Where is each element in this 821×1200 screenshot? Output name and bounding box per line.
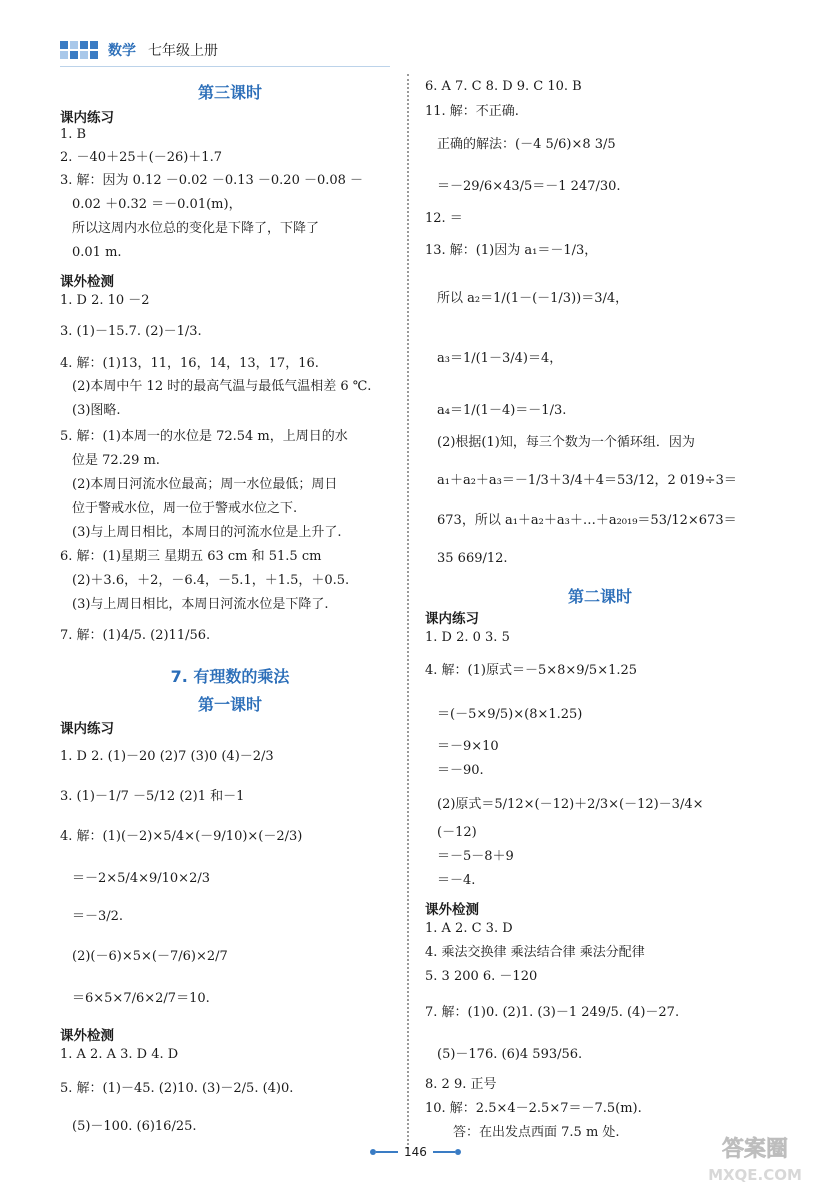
watermark-logo [700,1128,810,1188]
header-logo-icon [60,41,98,59]
answer-line: (5)－176. (6)4 593/56. [437,1047,583,1062]
answer-line: ＝－2×5/4×9/10×2/3 [72,871,210,886]
watermark-line1: 答案圈 [721,1137,789,1162]
answer-line: 8. 2 9. 正号 [425,1077,497,1092]
footer-bar-icon [376,1151,398,1153]
answer-line: (2)本周日河流水位最高；周一水位最低；周日 [72,477,338,492]
answer-line: 5. 解：(1)本周一的水位是 72.54 m，上周日的水 [60,429,348,444]
answer-line: a₃＝1/(1－3/4)＝4， [437,351,563,366]
answer-line: 所以这周内水位总的变化是下降了，下降了 [72,221,320,236]
section-title: 第三课时 [197,83,262,102]
answer-line: (－12) [437,825,477,840]
answer-line: 1. D 2. 0 3. 5 [425,630,510,645]
column-divider [407,74,409,1149]
answer-line: a₄＝1/(1－4)＝－1/3. [437,403,567,418]
answer-line: 0.02 ＋0.32 ＝－0.01(m)， [72,197,242,212]
answer-line: ＝－9×10 [437,739,499,754]
answer-line: a₁＋a₂＋a₃＝－1/3＋3/4＋4＝53/12，2 019÷3＝ [437,473,737,488]
footer-bar-icon [433,1151,455,1153]
section-title: 第一课时 [197,695,262,714]
answer-line: ＝－3/2. [72,909,124,924]
answer-line: 所以 a₂＝1/(1－(－1/3))＝3/4， [437,291,629,306]
header-rule [60,66,390,67]
answer-line: 673，所以 a₁＋a₂＋a₃＋…＋a₂₀₁₉＝53/12×673＝ [437,513,737,528]
answer-line: 1. B [60,127,87,142]
answer-line: 1. A 2. C 3. D [425,921,513,936]
subsection-heading: 课外检测 [60,274,114,290]
answer-line: 3. (1)－15.7. (2)－1/3. [60,324,202,339]
answer-line: ＝－5－8＋9 [437,849,514,864]
answer-line: (3)图略. [72,403,121,418]
subsection-heading: 课外检测 [60,1028,114,1044]
answer-line: 3. 解：因为 0.12 －0.02 －0.13 －0.20 －0.08 － [60,173,364,188]
answer-line: (2)原式＝5/12×(－12)＋2/3×(－12)－3/4× [437,797,704,812]
answer-line: 10. 解：2.5×4－2.5×7＝－7.5(m). [425,1101,642,1116]
answer-line: 4. 乘法交换律 乘法结合律 乘法分配律 [425,945,645,960]
answer-line: 答：在出发点西面 7.5 m 处. [453,1125,620,1140]
answer-line: 12. ＝ [425,211,463,226]
section-title: 第二课时 [567,587,632,606]
answer-line: (3)与上周日相比，本周日河流水位是下降了. [72,597,329,612]
answer-line: 4. 解：(1)13，11，16，14，13，17，16. [60,356,319,371]
subsection-heading: 课内练习 [60,721,114,737]
answer-line: 1. A 2. A 3. D 4. D [60,1047,179,1062]
answer-line: ＝6×5×7/6×2/7＝10. [72,991,210,1006]
answer-line: (5)－100. (6)16/25. [72,1119,197,1134]
page-number: 146 [404,1145,427,1159]
answer-line: 正确的解法：(－4 5/6)×8 3/5 [437,137,616,152]
answer-line: 4. 解：(1)原式＝－5×8×9/5×1.25 [425,663,638,678]
header-grade: 七年级上册 [148,43,218,59]
answer-line: 3. (1)－1/7 －5/12 (2)1 和－1 [60,789,245,804]
answer-line: 0.01 m. [72,245,122,260]
page-header [60,38,218,62]
answer-line: (2)本周中午 12 时的最高气温与最低气温相差 6 ℃. [72,379,372,394]
answer-line: 7. 解：(1)4/5. (2)11/56. [60,628,211,643]
answer-line: (2)(－6)×5×(－7/6)×2/7 [72,949,228,964]
chapter-title: 7. 有理数的乘法 [170,667,290,686]
answer-line: 5. 解：(1)－45. (2)10. (3)－2/5. (4)0. [60,1081,294,1096]
answer-line: 6. 解：(1)星期三 星期五 63 cm 和 51.5 cm [60,549,322,564]
answer-line: 13. 解：(1)因为 a₁＝－1/3， [425,243,598,258]
answer-line: 位于警戒水位，周一位于警戒水位之下. [72,501,298,516]
answer-line: ＝－4. [437,873,476,888]
footer-dot-icon [455,1149,461,1155]
answer-line: 7. 解：(1)0. (2)1. (3)－1 249/5. (4)－27. [425,1005,680,1020]
answer-line: (2)根据(1)知，每三个数为一个循环组．因为 [437,435,695,450]
answer-line: 2. －40＋25＋(－26)＋1.7 [60,150,222,165]
page-footer [370,1145,461,1159]
answer-line: 6. A 7. C 8. D 9. C 10. B [425,79,582,94]
subsection-heading: 课内练习 [425,611,479,627]
answer-line: ＝－90. [437,763,484,778]
header-subject: 数学 [108,43,136,59]
answer-line: ＝－29/6×43/5＝－1 247/30. [437,179,621,194]
answer-line: 1. D 2. 10 －2 [60,293,150,308]
answer-line: 11. 解：不正确. [425,104,519,119]
subsection-heading: 课内练习 [60,110,114,126]
subsection-heading: 课外检测 [425,902,479,918]
answer-line: (3)与上周日相比，本周日的河流水位是上升了. [72,525,342,540]
answer-line: 35 669/12. [437,551,508,566]
answer-line: 位是 72.29 m. [72,453,160,468]
answer-line: (2)＋3.6，＋2，－6.4，－5.1，＋1.5，＋0.5. [72,573,350,588]
answer-line: ＝(－5×9/5)×(8×1.25) [437,707,583,722]
watermark-line2: MXQE.COM [708,1166,802,1184]
answer-line: 5. 3 200 6. －120 [425,969,538,984]
answer-line: 1. D 2. (1)－20 (2)7 (3)0 (4)－2/3 [60,749,274,764]
answer-line: 4. 解：(1)(－2)×5/4×(－9/10)×(－2/3) [60,829,303,844]
